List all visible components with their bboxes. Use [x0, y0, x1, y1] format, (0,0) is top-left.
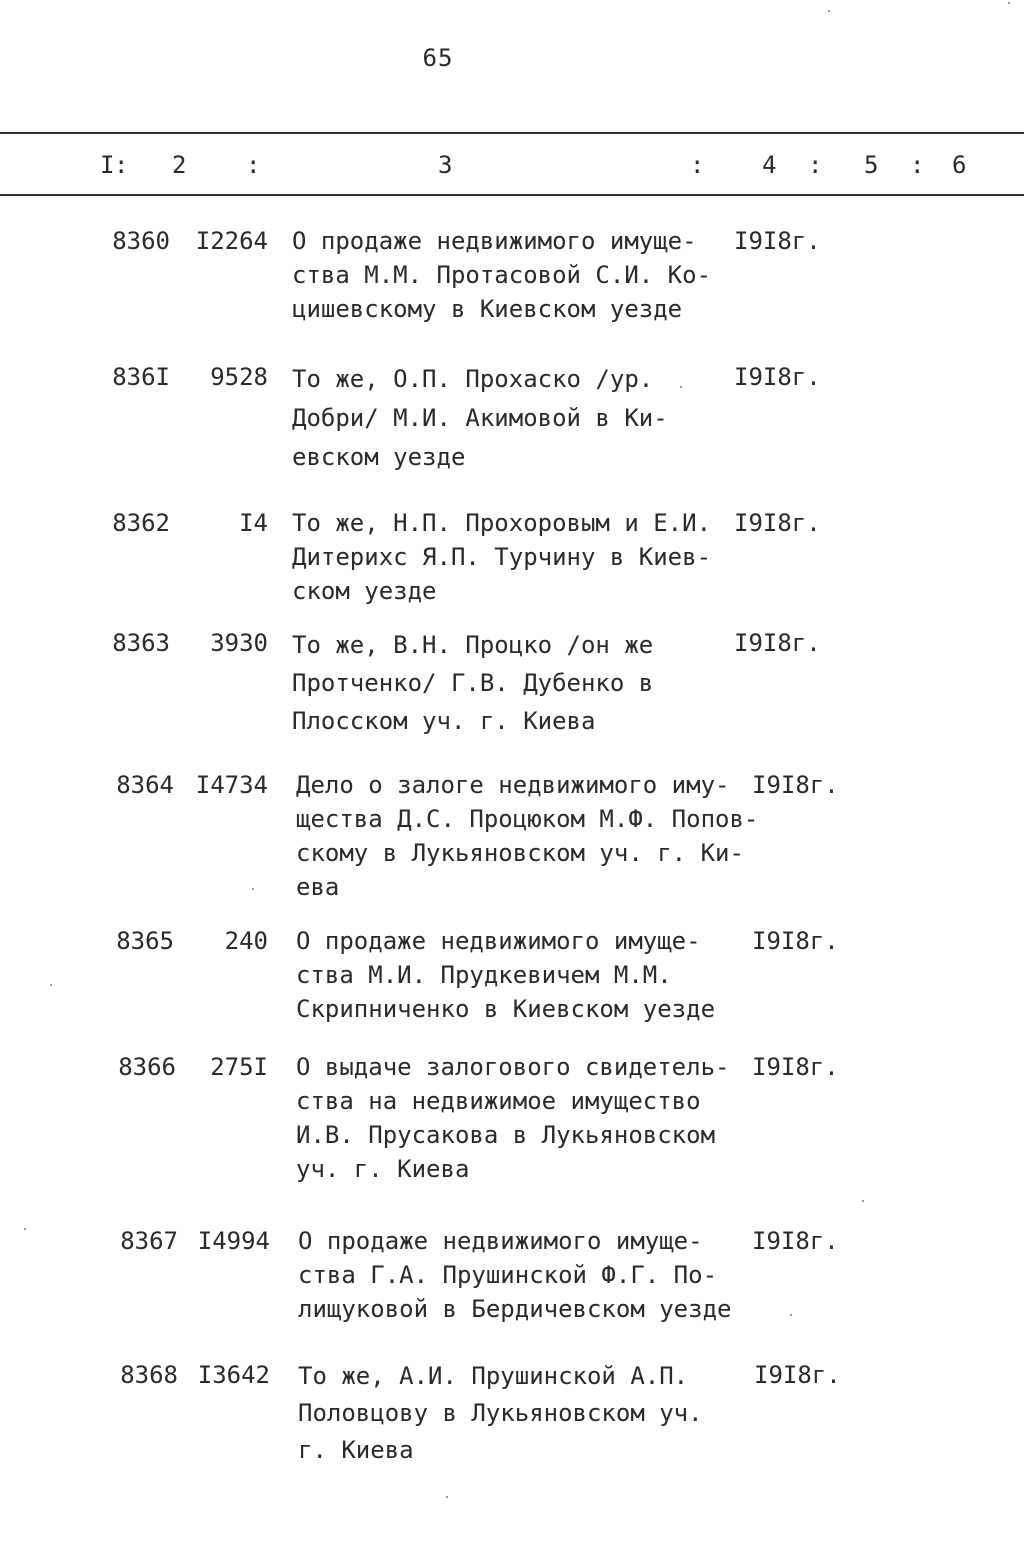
header-col-4: 4 [762, 151, 777, 179]
title-line: О продаже недвижимого имуще- [298, 1227, 703, 1255]
title-line: ства на недвижимое имущество [296, 1087, 701, 1115]
file-number: I4 [239, 509, 268, 537]
title-line: Протченко/ Г.В. Дубенко в [292, 669, 654, 697]
header-separator: : [910, 151, 925, 179]
row-title [292, 626, 742, 740]
scan-speck [828, 10, 830, 12]
title-line: То же, О.П. Прохаско /ур. [292, 365, 654, 393]
header-col-5: 5 [864, 151, 879, 179]
row-title [296, 768, 759, 904]
title-line: лищуковой в Бердичевском уезде [298, 1295, 732, 1323]
table-header-top-rule [0, 132, 1024, 134]
row-date: I9I8г. [734, 629, 821, 657]
row-number: 8368 [120, 1361, 178, 1389]
title-line: Дело о залоге недвижимого иму- [296, 771, 730, 799]
header-col-2: 2 [172, 151, 187, 179]
file-number: I2264 [195, 227, 268, 255]
title-line: То же, Н.П. Прохоровым и Е.И. [292, 509, 712, 537]
title-line: г. Киева [298, 1436, 414, 1464]
header-separator: : [808, 151, 823, 179]
row-number: 8362 [112, 509, 170, 537]
header-separator: : [246, 151, 261, 179]
scan-speck [446, 1496, 448, 1498]
scan-speck [862, 1200, 864, 1202]
header-separator: : [114, 151, 129, 179]
scan-speck [24, 1228, 26, 1230]
title-line: ства М.М. Протасовой С.И. Ко- [292, 261, 712, 289]
title-line: Половцову в Лукьяновском уч. [298, 1399, 703, 1427]
file-number: 3930 [210, 629, 268, 657]
scan-speck [680, 386, 682, 388]
title-line: Добри/ М.И. Акимовой в Ки- [292, 404, 668, 432]
row-number: 8364 [116, 771, 174, 799]
title-line: уч. г. Киева [296, 1155, 470, 1183]
title-line: евском уезде [292, 443, 466, 471]
row-title [292, 224, 742, 326]
file-number: I3642 [197, 1361, 270, 1389]
title-line: ства Г.А. Прушинской Ф.Г. По- [298, 1261, 718, 1289]
title-line: щества Д.С. Процюком М.Ф. Попов- [296, 805, 759, 833]
scan-speck [1008, 2, 1010, 4]
title-line: О продаже недвижимого имуще- [292, 227, 697, 255]
row-title [296, 924, 746, 1026]
row-date: I9I8г. [734, 227, 821, 255]
header-col-1: I [100, 151, 115, 179]
row-date: I9I8г. [734, 363, 821, 391]
header-separator: : [690, 151, 705, 179]
row-date: I9I8г. [752, 771, 839, 799]
title-line: О продаже недвижимого имуще- [296, 927, 701, 955]
row-title [292, 360, 742, 477]
row-number: 8366 [118, 1053, 176, 1081]
row-title [298, 1358, 748, 1469]
title-line: О выдаче залогового свидетель- [296, 1053, 730, 1081]
title-line: Плосском уч. г. Киева [292, 707, 596, 735]
row-date: I9I8г. [752, 927, 839, 955]
title-line: скому в Лукьяновском уч. г. Ки- [296, 839, 744, 867]
row-number: 836I [112, 363, 170, 391]
row-number: 8360 [112, 227, 170, 255]
header-col-3: 3 [438, 151, 453, 179]
title-line: Дитерихс Я.П. Турчину в Киев- [292, 543, 712, 571]
scan-speck [252, 888, 254, 890]
scan-speck [50, 984, 52, 986]
file-number: 240 [224, 927, 268, 955]
scan-speck [790, 1314, 792, 1316]
title-line: ском уезде [292, 577, 437, 605]
row-date: I9I8г. [752, 1053, 839, 1081]
row-number: 8363 [112, 629, 170, 657]
title-line: То же, В.Н. Процко /он же [292, 631, 654, 659]
title-line: ства М.И. Прудкевичем М.М. [296, 961, 672, 989]
title-line: Скрипниченко в Киевском уезде [296, 995, 716, 1023]
row-date: I9I8г. [754, 1361, 841, 1389]
file-number: 275I [210, 1053, 268, 1081]
title-line: ева [296, 873, 340, 901]
title-line: И.В. Прусакова в Лукьяновском [296, 1121, 716, 1149]
title-line: цишевскому в Киевском уезде [292, 295, 683, 323]
row-title [292, 506, 742, 608]
page-number: 65 [422, 44, 454, 72]
file-number: 9528 [210, 363, 268, 391]
file-number: I4994 [197, 1227, 270, 1255]
header-col-6: 6 [952, 151, 967, 179]
row-date: I9I8г. [734, 509, 821, 537]
row-title [298, 1224, 748, 1326]
row-number: 8367 [120, 1227, 178, 1255]
row-number: 8365 [116, 927, 174, 955]
title-line: То же, А.И. Прушинской А.П. [298, 1362, 689, 1390]
table-header-bottom-rule [0, 194, 1024, 196]
row-date: I9I8г. [752, 1227, 839, 1255]
row-title [296, 1050, 746, 1186]
file-number: I4734 [195, 771, 268, 799]
